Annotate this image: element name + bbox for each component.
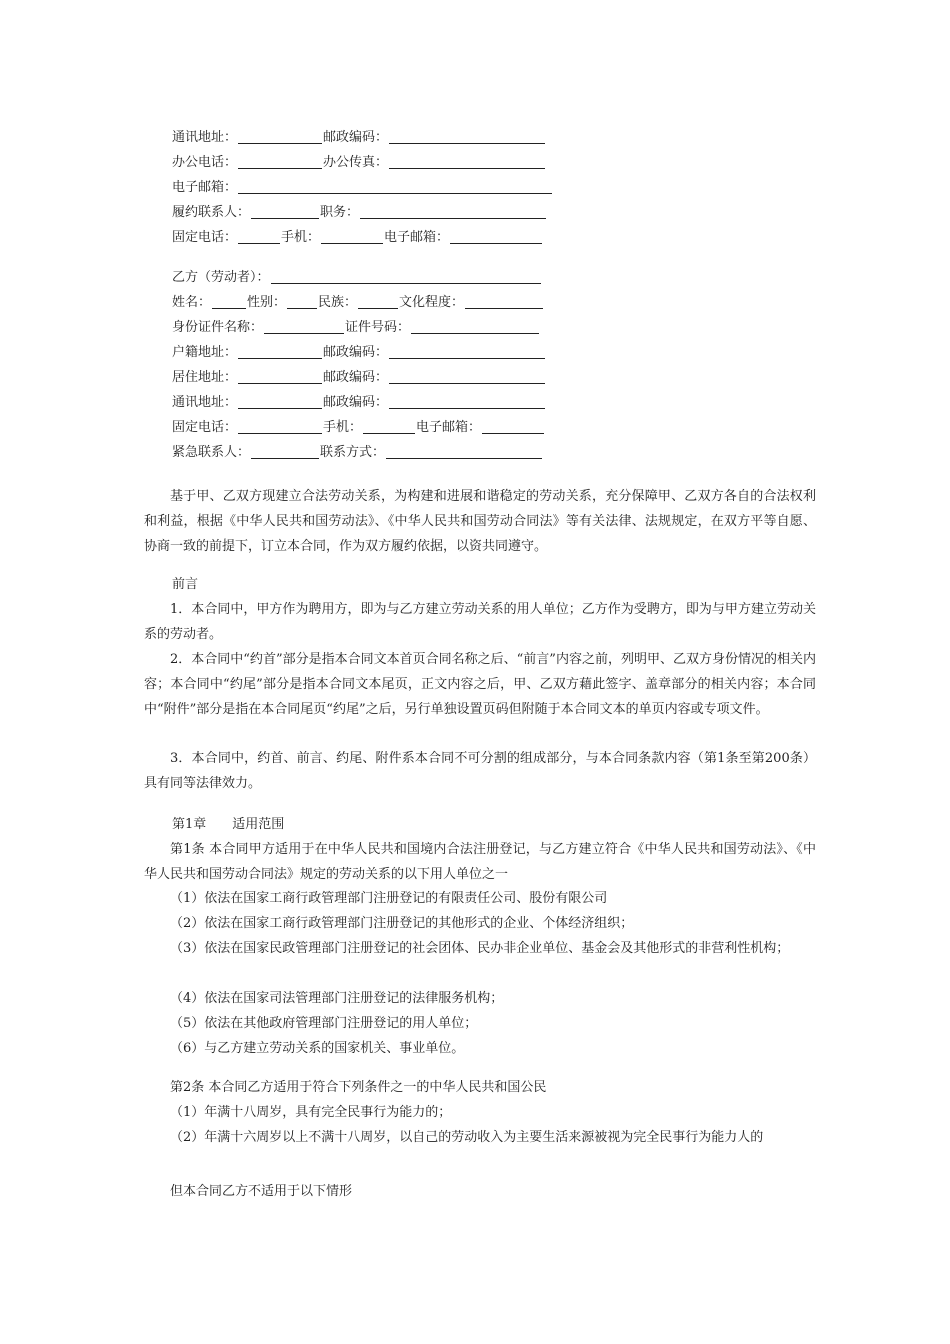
field-label: 民族： [318, 295, 358, 310]
blank-line [238, 181, 552, 194]
preface-item-3: 3．本合同中，约首、前言、约尾、附件系本合同不可分割的组成部分，与本合同条款内容（第1条至第200条）具有同等法律效力。 [144, 751, 816, 791]
article-1-item: （6）与乙方建立劳动关系的国家机关、事业单位。 [170, 1041, 465, 1056]
blank-line [238, 396, 322, 409]
blank-line [238, 421, 322, 434]
blank-line [251, 446, 319, 459]
field-label: 履约联系人： [172, 205, 251, 220]
blank-line [251, 206, 319, 219]
blank-line [321, 231, 383, 244]
field-label: 邮政编码： [323, 395, 389, 410]
field-label: 手机： [281, 230, 321, 245]
article-2-item: （1）年满十八周岁，具有完全民事行为能力的； [170, 1105, 452, 1120]
blank-line [287, 296, 317, 309]
field-label: 通讯地址： [172, 130, 238, 145]
article-2: 第2条 本合同乙方适用于符合下列条件之一的中华人民共和国公民 [170, 1080, 547, 1095]
blank-line [389, 346, 545, 359]
field-label: 固定电话： [172, 230, 238, 245]
chapter-1-title: 第1章 适用范围 [172, 817, 285, 832]
party-b-title-row [172, 270, 542, 286]
blank-line [465, 296, 543, 309]
blank-line [238, 371, 322, 384]
party-b-title: 乙方（劳动者）： [172, 270, 270, 285]
article-1-item: （3）依法在国家民政管理部门注册登记的社会团体、民办非企业单位、基金会及其他形式的非营利性机构； [170, 941, 790, 956]
field-label: 办公传真： [323, 155, 389, 170]
preface-item-2: 2．本合同中“约首”部分是指本合同文本首页合同名称之后、“前言”内容之前，列明甲、乙双方身份情况的相关内容；本合同中“约尾”部分是指本合同文本尾页，正文内容之后，甲、乙双方藉此签字、盖章部分的相关内容；本合同中“附件”部分是指在本合同尾页“约尾”之后，另行单独设置页码但附随于本合同文本的单页内容或专项文件。 [144, 652, 816, 717]
field-label: 电子邮箱： [172, 180, 238, 195]
blank-line [238, 131, 322, 144]
field-label: 身份证件名称： [172, 320, 264, 335]
preface-title: 前言 [172, 577, 199, 592]
field-label: 固定电话： [172, 420, 238, 435]
party-a-address-row [172, 130, 546, 146]
party-b-hukou-row [172, 345, 546, 361]
field-label: 电子邮箱： [384, 230, 450, 245]
field-label: 办公电话： [172, 155, 238, 170]
field-label: 证件号码： [345, 320, 411, 335]
article-1: 第1条 本合同甲方适用于在中华人民共和国境内合法注册登记，与乙方建立符合《中华人民共和国劳动法》、《中华人民共和国劳动合同法》规定的劳动关系的以下用人单位之一 [144, 842, 816, 882]
article-1-item: （5）依法在其他政府管理部门注册登记的用人单位； [170, 1016, 478, 1031]
blank-line [264, 321, 344, 334]
party-b-emergency-row [172, 445, 543, 461]
blank-line [389, 156, 545, 169]
field-label: 邮政编码： [323, 130, 389, 145]
blank-line [238, 231, 280, 244]
field-label: 邮政编码： [323, 370, 389, 385]
party-b-phone-row [172, 420, 545, 436]
article-1-item: （4）依法在国家司法管理部门注册登记的法律服务机构； [170, 991, 504, 1006]
party-b-id-row [172, 320, 540, 336]
field-label: 紧急联系人： [172, 445, 251, 460]
blank-line [212, 296, 246, 309]
blank-line [271, 271, 541, 284]
blank-line [363, 421, 415, 434]
blank-line [450, 231, 542, 244]
article-2-item: （2）年满十六周岁以上不满十八周岁，以自己的劳动收入为主要生活来源被视为完全民事行为能力人的 [170, 1130, 764, 1145]
preface-item-1: 1．本合同中，甲方作为聘用方，即为与乙方建立劳动关系的用人单位；乙方作为受聘方，即为与甲方建立劳动关系的劳动者。 [144, 602, 816, 642]
field-label: 居住地址： [172, 370, 238, 385]
field-label: 联系方式： [320, 445, 386, 460]
intro-paragraph: 基于甲、乙双方现建立合法劳动关系，为构建和进展和谐稳定的劳动关系，充分保障甲、乙双方各自的合法权利和利益，根据《中华人民共和国劳动法》、《中华人民共和国劳动合同法》等有关法律、法规规定，在双方平等自愿、协商一致的前提下，订立本合同，作为双方履约依据，以资共同遵守。 [144, 489, 816, 554]
field-label: 电子邮箱： [416, 420, 482, 435]
field-label: 文化程度： [399, 295, 465, 310]
field-label: 手机： [323, 420, 363, 435]
blank-line [389, 371, 545, 384]
field-label: 性别： [247, 295, 287, 310]
blank-line [482, 421, 544, 434]
field-label: 职务： [320, 205, 360, 220]
blank-line [389, 396, 545, 409]
party-a-phone-row [172, 155, 546, 171]
field-label: 姓名： [172, 295, 212, 310]
blank-line [238, 156, 322, 169]
article-2-tail: 但本合同乙方不适用于以下情形 [170, 1184, 353, 1199]
party-a-email-row [172, 180, 553, 196]
party-b-mail-row [172, 395, 546, 411]
field-label: 户籍地址： [172, 345, 238, 360]
blank-line [358, 296, 398, 309]
article-1-item: （1）依法在国家工商行政管理部门注册登记的有限责任公司、股份有限公司 [170, 891, 608, 906]
party-a-fixed-phone-row [172, 230, 543, 246]
blank-line [411, 321, 539, 334]
blank-line [389, 131, 545, 144]
party-b-name-row [172, 295, 544, 311]
party-b-residence-row [172, 370, 546, 386]
article-1-item: （2）依法在国家工商行政管理部门注册登记的其他形式的企业、个体经济组织； [170, 916, 634, 931]
field-label: 邮政编码： [323, 345, 389, 360]
field-label: 通讯地址： [172, 395, 238, 410]
blank-line [360, 206, 546, 219]
party-a-contact-row [172, 205, 547, 221]
blank-line [238, 346, 322, 359]
blank-line [386, 446, 542, 459]
